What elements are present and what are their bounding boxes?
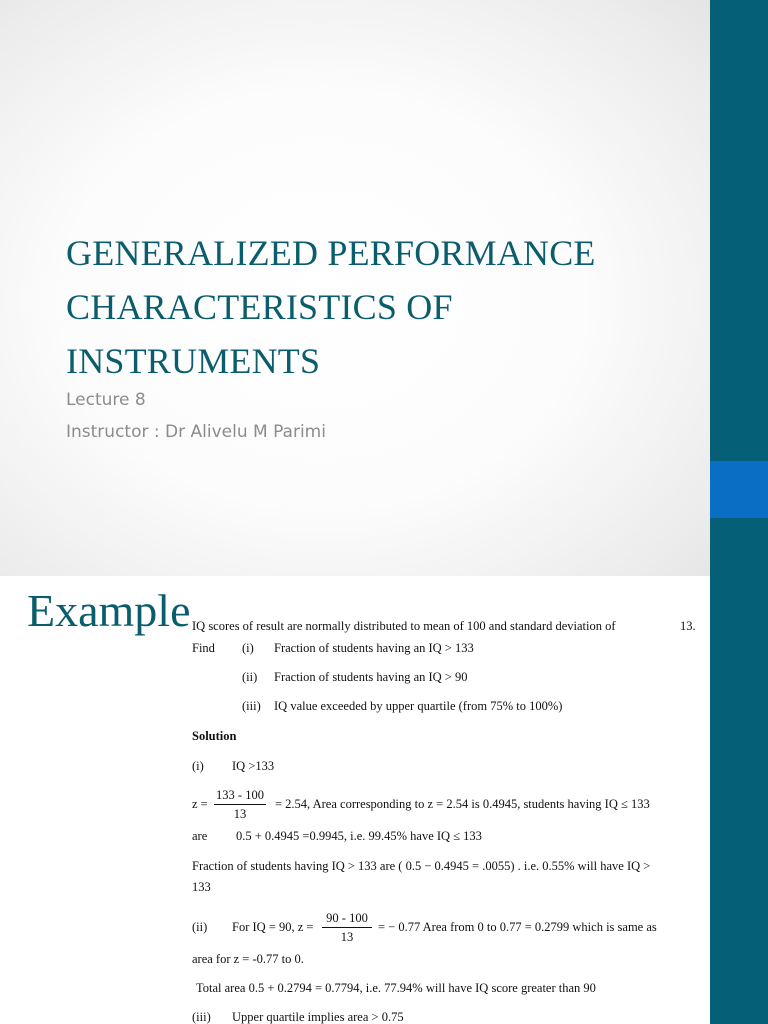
z2-fraction <box>322 911 372 944</box>
question-3: IQ value exceeded by upper quartile (from 75% to 100%) <box>274 699 563 713</box>
title-line-3: INSTRUMENTS <box>66 341 321 381</box>
solution-2-number: (ii) <box>192 920 208 934</box>
question-2: Fraction of students having an IQ > 90 <box>274 670 468 684</box>
solution-heading: Solution <box>192 729 237 743</box>
example-heading: Example <box>27 585 191 636</box>
problem-statement-value: 13. <box>680 619 696 633</box>
title-line-1: GENERALIZED PERFORMANCE <box>66 233 596 273</box>
area-line: area for z = -0.77 to 0. <box>192 952 304 966</box>
solution-3-number: (iii) <box>192 1010 211 1024</box>
title-line-2: CHARACTERISTICS OF <box>66 287 453 327</box>
z2-denominator: 13 <box>340 930 354 944</box>
question-2-number: (ii) <box>242 670 258 684</box>
solution-3: Upper quartile implies area > 0.75 <box>232 1010 404 1024</box>
fraction-result-line-cont: 133 <box>192 880 211 894</box>
slide-title <box>66 226 666 388</box>
question-1: Fraction of students having an IQ > 133 <box>274 641 474 655</box>
z1-denominator: 13 <box>233 807 247 821</box>
fraction-result-line: Fraction of students having IQ > 133 are ( 0.5 − 0.4945 = .0055) . i.e. 0.55% will have IQ > <box>192 859 651 873</box>
problem-statement: IQ scores of result are normally distributed to mean of 100 and standard deviation of <box>192 619 616 633</box>
lecture-number: Lecture 8 <box>66 390 146 410</box>
cumulative-result: 0.5 + 0.4945 =0.9945, i.e. 99.45% have IQ ≤ 133 <box>236 829 482 843</box>
z2-label: For IQ = 90, z = <box>232 920 314 934</box>
example-slide <box>0 576 768 1024</box>
question-3-number: (iii) <box>242 699 261 713</box>
are-label: are <box>192 829 208 843</box>
z1-label: z = <box>192 797 208 811</box>
z1-fraction <box>214 788 266 821</box>
total-area-line: Total area 0.5 + 0.2794 = 0.7794, i.e. 77.94% will have IQ score greater than 90 <box>196 981 596 995</box>
z2-result: = − 0.77 Area from 0 to 0.77 = 0.2799 which is same as <box>378 920 657 934</box>
z1-numerator: 133 - 100 <box>214 788 266 805</box>
solution-1-number: (i) <box>192 759 204 773</box>
z2-numerator: 90 - 100 <box>322 911 372 928</box>
solution-1-condition: IQ >133 <box>232 759 275 773</box>
instructor-name: Instructor : Dr Alivelu M Parimi <box>66 422 326 442</box>
z1-result: = 2.54, Area corresponding to z = 2.54 is 0.4945, students having IQ ≤ 133 <box>275 797 650 811</box>
find-label: Find <box>192 641 215 655</box>
side-bar <box>710 576 768 1024</box>
question-1-number: (i) <box>242 641 254 655</box>
side-bar-accent <box>710 461 768 518</box>
